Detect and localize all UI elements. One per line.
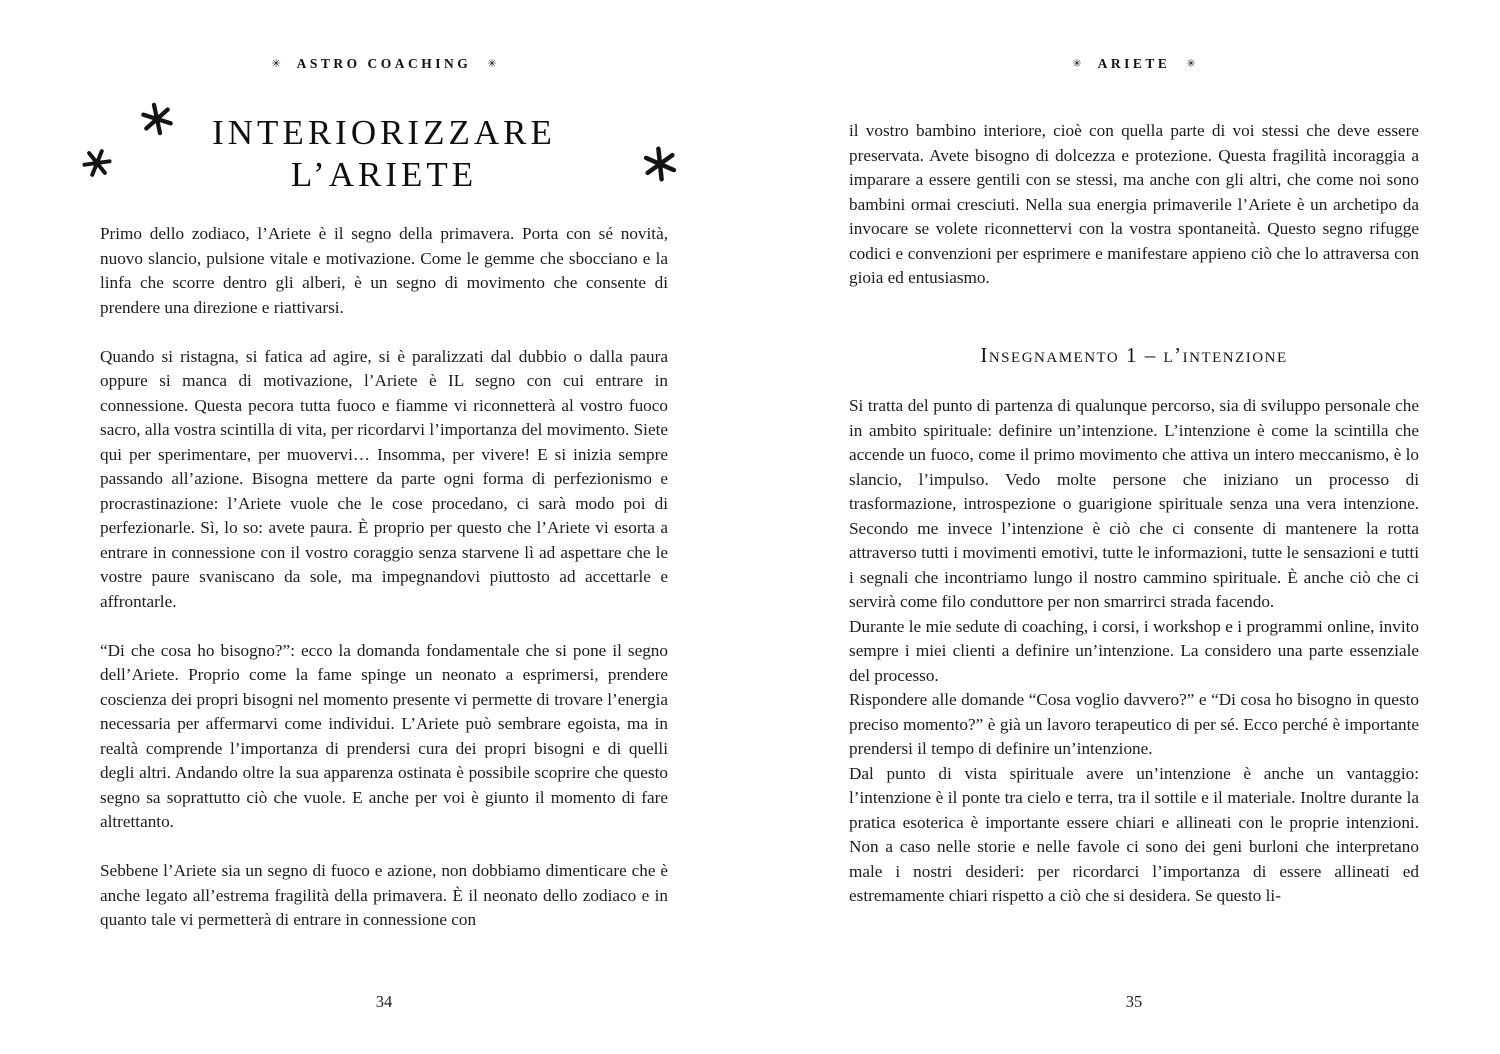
chapter-title-line1: INTERIORIZZARE	[212, 113, 556, 152]
page-number-left: 34	[375, 992, 393, 1011]
chapter-title	[100, 112, 668, 196]
paragraph: Quando si ristagna, si fatica ad agire, si è paralizzati dal dubbio o dalla paura oppure si manca di motivazione, l’Ariete è IL segno con cui entrare in connessione. Questa pecora tutta fuoco e fiamme vi riconnetterà al vostro fuoco sacro, alla vostra scintilla di vita, per ricordarvi l’importanza del movimento. Siete qui per sperimentare, per muovervi… Insomma, per vivere! E si inizia sempre passando all’azione. Bisogna mettere da parte ogni forma di perfezionismo e procrastinazione: l’Ariete vuole che le cose procedano, ci sarà modo poi di perfezionarle. Sì, lo so: avete paura. È proprio per questo che l’Ariete vi esorta a entrare in connessione con il vostro coraggio senza starvene lì ad aspettare che le vostre paure svaniscano da sole, ma impegnandovi piuttosto ad accettarle e affrontarle.	[100, 346, 668, 611]
section-heading: Insegnamento 1 – l’intenzione	[980, 343, 1288, 367]
page-left	[100, 0, 668, 1054]
running-header-right-label: ARIETE	[1097, 56, 1171, 71]
chapter-title-line2: L’ARIETE	[290, 155, 478, 194]
right-page-text	[849, 394, 1419, 909]
paragraph: “Di che cosa ho bisogno?”: ecco la domanda fondamentale che si pone il segno dell’Ariete. Proprio come la fame spinge un neonato a esprimersi, prendere coscienza dei propri bisogni nel momento presente vi permette di trovare l’energia necessaria per affermarvi come individui. L’Ariete può sembrare egoista, ma in realtà comprende l’importanza di prendersi cura dei propri bisogni e di quelli degli altri. Andando oltre la sua apparenza ostinata è possibile scoprire che questo segno sa soprattutto ciò che vuole. E anche per voi è giunto il momento di fare altrettanto.	[100, 640, 668, 831]
running-header-left	[100, 56, 668, 72]
paragraph: Rispondere alle domande “Cosa voglio davvero?” e “Di cosa ho bisogno in questo preciso momento?” è già un lavoro terapeutico di per sé. Ecco perché è importante prendersi il tempo di definire un’intenzione.	[849, 690, 1419, 758]
paragraph: Dal punto di vista spirituale avere un’intenzione è anche un vantaggio: l’intenzione è il ponte tra cielo e terra, tra il sottile e il materiale. Inoltre durante la pratica esoterica è importante essere chiari e allineati con le proprie intenzioni. Non a caso nelle storie e nelle favole ci sono dei geni burloni che interpretano male i nostri desideri: per ricordarci l’importanza di essere allineati ed estremamente chiari rispetto a ciò che si desidera. Se questo li-	[849, 763, 1419, 905]
paragraph: Sebbene l’Ariete sia un segno di fuoco e azione, non dobbiamo dimenticare che è anche legato all’estrema fragilità della primavera. È il neonato dello zodiaco e in quanto tale vi permetterà di entrare in connessione con	[100, 861, 668, 929]
asterisk-icon: ✳	[487, 57, 497, 70]
page-right	[849, 0, 1419, 1054]
page-number-right: 35	[1125, 992, 1143, 1011]
paragraph: Si tratta del punto di partenza di qualunque percorso, sia di sviluppo personale che in ambito spirituale: definire un’intenzione. L’intenzione è come la scintilla che accende un fuoco, come il primo movimento che attiva un intero meccanismo, è lo slancio, l’impulso. Vedo molte persone che iniziano un processo di trasformazione, introspezione o guarigione spirituale senza una vera intenzione. Secondo me invece l’intenzione è ciò che ci consente di mantenere la rotta attraverso tutti i movimenti emotivi, tutte le informazioni, tutte le sensazioni e tutti i segnali che incontriamo lungo il nostro cammino spirituale. È anche ciò che ci servirà come filo conduttore per non smarrirci strada facendo.	[849, 396, 1419, 611]
running-header-right	[849, 56, 1419, 72]
asterisk-icon: ✳	[1186, 57, 1196, 70]
asterisk-icon: ✳	[1072, 57, 1082, 70]
left-page-text	[100, 222, 668, 933]
right-page-intro	[849, 119, 1419, 291]
paragraph: Durante le mie sedute di coaching, i corsi, i workshop e i programmi online, invito sempre i miei clienti a definire un’intenzione. La considero una parte essenziale del processo.	[849, 616, 1419, 685]
asterisk-icon: ✳	[271, 57, 281, 70]
paragraph: il vostro bambino interiore, cioè con quella parte di voi stessi che deve essere preservata. Avete bisogno di dolcezza e protezione. Questa fragilità incoraggia a imparare a essere gentili con se stessi, ma anche con gli altri, che come noi sono bambini ormai cresciuti. Nella sua energia primaverile l’Ariete è un archetipo da invocare se volete riconnettervi con la vostra spontaneità. Questo segno rifugge codici e convenzioni per esprimere e manifestare appieno ciò che lo attraversa con gioia ed entusiasmo.	[849, 121, 1419, 287]
paragraph: Primo dello zodiaco, l’Ariete è il segno della primavera. Porta con sé novità, nuovo slancio, pulsione vitale e motivazione. Come le gemme che sbocciano e la linfa che scorre dentro gli alberi, è un segno di movimento che consente di prendere una direzione e riattivarsi.	[100, 224, 668, 317]
running-header-left-label: ASTRO COACHING	[296, 56, 472, 71]
